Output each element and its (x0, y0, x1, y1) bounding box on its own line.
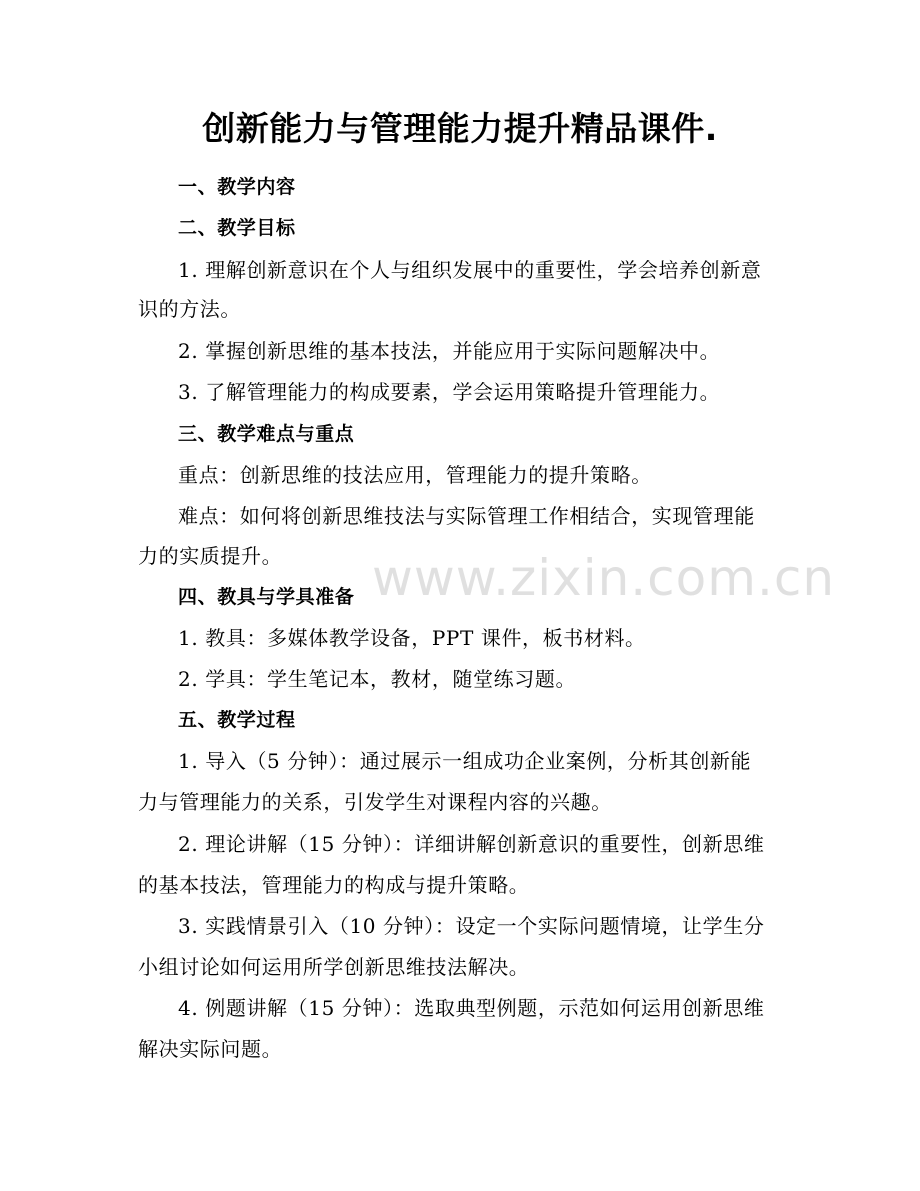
watermark: www.zixin.com.cn (372, 549, 836, 607)
key-point: 重点：创新思维的技法应用，管理能力的提升策略。 (178, 463, 652, 487)
difficulty-line-2: 力的实质提升。 (138, 544, 283, 568)
section-heading-content: 一、教学内容 (178, 176, 296, 198)
tools-item-1: 1. 教具：多媒体教学设备，PPT 课件，板书材料。 (178, 626, 646, 650)
difficulty-line-1: 难点：如何将创新思维技法与实际管理工作相结合，实现管理能 (178, 504, 755, 528)
goal-2: 2. 掌握创新思维的基本技法，并能应用于实际问题解决中。 (178, 339, 721, 363)
process-2-line-1: 2. 理论讲解（15 分钟）：详细讲解创新意识的重要性，创新思维 (178, 832, 765, 856)
document-title: 创新能力与管理能力提升精品课件. (202, 109, 718, 148)
process-3-line-1: 3. 实践情景引入（10 分钟）：设定一个实际问题情境，让学生分 (178, 914, 765, 938)
goal-3: 3. 了解管理能力的构成要素，学会运用策略提升管理能力。 (178, 380, 721, 404)
section-heading-process: 五、教学过程 (178, 709, 296, 731)
process-1-line-2: 力与管理能力的关系，引发学生对课程内容的兴趣。 (138, 790, 612, 814)
process-4-line-2: 解决实际问题。 (138, 1037, 283, 1061)
goal-1-line-2: 识的方法。 (138, 297, 241, 321)
process-1-line-1: 1. 导入（5 分钟）：通过展示一组成功企业案例，分析其创新能 (178, 749, 752, 773)
tools-item-2: 2. 学具：学生笔记本，教材，随堂练习题。 (178, 667, 577, 691)
process-3-line-2: 小组讨论如何运用所学创新思维技法解决。 (138, 955, 530, 979)
section-heading-difficulty: 三、教学难点与重点 (178, 423, 355, 445)
process-4-line-1: 4. 例题讲解（15 分钟）：选取典型例题，示范如何运用创新思维 (178, 996, 765, 1020)
section-heading-tools: 四、教具与学具准备 (178, 586, 355, 608)
goal-1-line-1: 1. 理解创新意识在个人与组织发展中的重要性，学会培养创新意 (178, 258, 762, 282)
section-heading-goals: 二、教学目标 (178, 217, 296, 239)
process-2-line-2: 的基本技法，管理能力的构成与提升策略。 (138, 873, 530, 897)
